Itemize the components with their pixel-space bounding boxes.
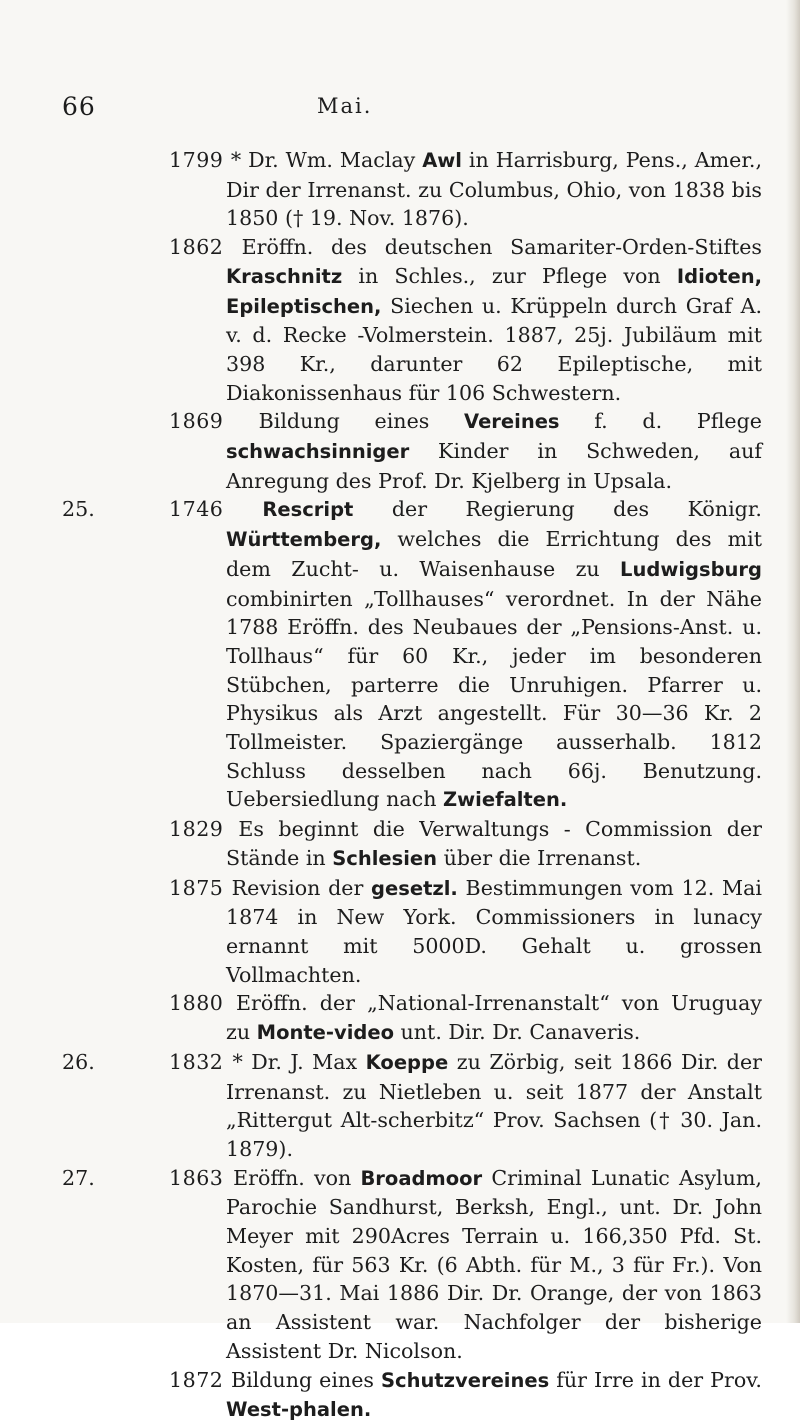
chronicle-entry bbox=[169, 1366, 762, 1425]
entry-year: 1880 bbox=[169, 991, 236, 1016]
chronicle-entries bbox=[62, 146, 762, 1425]
page-edge bbox=[786, 0, 800, 1323]
entry-text: zu Zörbig, seit 1866 Dir. der Irrenanst. zu Nietleben u. seit 1877 der Anstalt „Rittergut Alt-scherbitz“ Prov. Sachsen († 30. Jan. 1879). bbox=[226, 1049, 762, 1161]
highlighted-term: Vereines bbox=[464, 410, 560, 434]
chronicle-entry bbox=[169, 989, 762, 1047]
page-header bbox=[62, 92, 762, 122]
entry-text: Eröffn. des deutschen Samariter-Orden-Stiftes bbox=[241, 235, 762, 260]
entry-text: * Dr. Wm. Maclay bbox=[230, 148, 423, 172]
entry-text: der Regierung des Königr. bbox=[353, 497, 762, 522]
chronicle-entry bbox=[169, 495, 762, 815]
highlighted-term: gesetzl. bbox=[371, 876, 458, 900]
entry-text: Eröffn. der „National-Irrenanstalt“ von Uruguay zu bbox=[226, 991, 762, 1045]
chronicle-entry bbox=[169, 407, 762, 495]
highlighted-term: Monte-video bbox=[256, 1021, 394, 1045]
day-group bbox=[62, 146, 762, 495]
highlighted-term: Schlesien bbox=[332, 846, 438, 870]
entry-text: Bildung eines bbox=[258, 409, 465, 434]
chronicle-entry bbox=[169, 233, 762, 407]
entry-year: 1799 bbox=[169, 148, 231, 172]
entry-text: über die Irrenanst. bbox=[437, 845, 642, 870]
entry-text: * Dr. J. Max bbox=[232, 1049, 366, 1074]
entry-text: Eröffn. von bbox=[233, 1165, 361, 1190]
entry-text: Es beginnt die Verwaltungs - Commission der Stände in bbox=[226, 817, 762, 870]
highlighted-term: Schutzvereines bbox=[380, 1368, 550, 1392]
entry-year: 1832 bbox=[169, 1049, 233, 1074]
chronicle-entry bbox=[169, 874, 762, 990]
highlighted-term: Kraschnitz bbox=[226, 264, 343, 288]
day-group bbox=[62, 1164, 762, 1425]
highlighted-term: Koeppe bbox=[365, 1050, 449, 1074]
entry-year: 1863 bbox=[169, 1165, 234, 1190]
highlighted-term: Zwiefalten. bbox=[443, 788, 568, 812]
chronicle-entry bbox=[169, 815, 762, 873]
entry-text: Criminal Lunatic Asylum, Parochie Sandhurst, Berksh, Engl., unt. Dr. John Meyer mit 290Acres Terrain u. 166,350 Pfd. St. Kosten, für 563 Kr. (6 Abth. für M., 3 für Fr.). Von 1870—31. Mai 1886 Dir. Dr. Orange, der von 1863 an Assistent war. Nachfolger der bisherige Assistent Dr. Nicolson. bbox=[226, 1165, 762, 1363]
entry-text: in Harrisburg, Pens., Amer., Dir der Irrenanst. zu Columbus, Ohio, von 1838 bis 1850 († 19. Nov. 1876). bbox=[226, 148, 762, 231]
highlighted-term: Rescript bbox=[262, 498, 354, 522]
entry-text: f. d. Pflege bbox=[559, 409, 762, 434]
entry-text: Revision der bbox=[231, 875, 372, 900]
day-label: 27. bbox=[62, 1165, 95, 1190]
highlighted-term: West-phalen. bbox=[226, 1398, 372, 1422]
entry-year: 1869 bbox=[169, 409, 259, 434]
entry-text: unt. Dir. Dr. Canaveris. bbox=[393, 1020, 641, 1045]
highlighted-term: Württemberg, bbox=[226, 528, 382, 552]
highlighted-term: Awl bbox=[422, 149, 462, 172]
highlighted-term: schwachsinniger bbox=[226, 440, 410, 464]
day-label: 25. bbox=[62, 497, 95, 522]
highlighted-term: Ludwigsburg bbox=[620, 557, 762, 581]
entry-year: 1829 bbox=[169, 817, 239, 842]
entry-text: in Schles., zur Pflege von bbox=[342, 263, 677, 288]
entry-text: combinirten „Tollhauses“ verordnet. In der Nähe 1788 Eröffn. des Neubaues der „Pensions-Anst. u. Tollhaus“ für 60 Kr., jeder im besonderen Stübchen, parterre die Unruhigen. Pfarrer u. Physikus als Arzt angestellt. Für 30—36 Kr. 2 Tollmeister. Spaziergänge ausserhalb. 1812 Schluss desselben nach 66j. Benutzung. Uebersiedlung nach bbox=[226, 586, 762, 812]
entry-text: Bildung eines bbox=[230, 1367, 381, 1392]
chronicle-entry bbox=[169, 146, 762, 233]
entry-text: für Irre in der Prov. bbox=[549, 1367, 762, 1392]
entry-year: 1862 bbox=[169, 235, 242, 260]
day-group bbox=[62, 495, 762, 1047]
highlighted-term: Broadmoor bbox=[360, 1166, 483, 1190]
entry-year: 1746 bbox=[169, 497, 263, 522]
entry-year: 1875 bbox=[169, 875, 232, 900]
entry-text: welches die Errichtung des mit dem Zucht- u. Waisenhause zu bbox=[226, 527, 762, 581]
entry-year: 1872 bbox=[169, 1367, 231, 1392]
chronicle-entry bbox=[169, 1164, 762, 1366]
entry-text: Bestimmungen vom 12. Mai 1874 in New York. Commissioners in lunacy ernannt mit 5000D. Gehalt u. grossen Vollmachten. bbox=[226, 875, 762, 987]
page-number: 66 bbox=[62, 92, 96, 121]
entry-text: Kinder in Schweden, auf Anregung des Prof. Dr. Kjelberg in Upsala. bbox=[226, 439, 762, 493]
highlighted-term: Idioten, Epileptischen, bbox=[226, 264, 762, 318]
chronicle-entry bbox=[169, 1048, 762, 1164]
day-label: 26. bbox=[62, 1049, 95, 1074]
day-group bbox=[62, 1048, 762, 1164]
running-head: Mai. bbox=[317, 94, 373, 118]
entry-text: Siechen u. Krüppeln durch Graf A. v. d. Recke -Volmerstein. 1887, 25j. Jubiläum mit 398 Kr., darunter 62 Epileptische, mit Diakonissenhaus für 106 Schwestern. bbox=[226, 293, 762, 405]
